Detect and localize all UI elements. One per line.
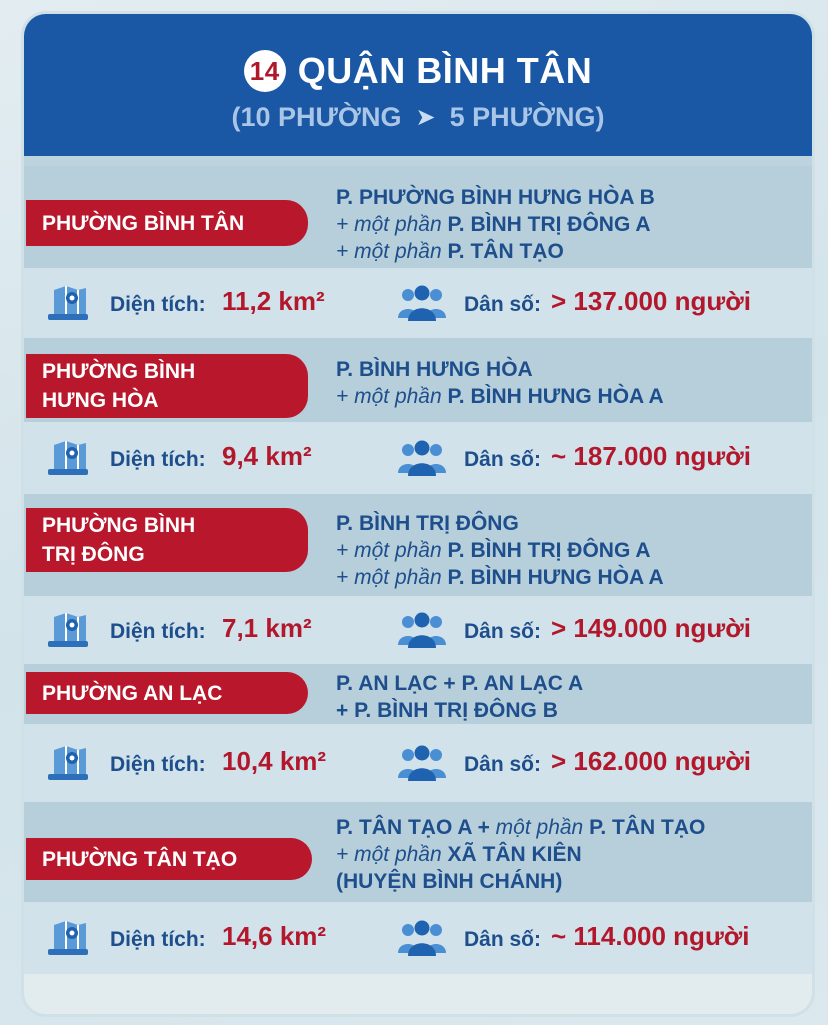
ward-name-line: HƯNG HÒA — [42, 389, 159, 412]
merge-line — [336, 238, 655, 265]
population-label: Dân số: — [464, 928, 542, 951]
area-value: 7,1 km² — [222, 613, 312, 643]
page-title — [24, 50, 812, 92]
map-icon — [48, 439, 88, 477]
ward-name-badge — [26, 672, 308, 714]
ward-name-line: PHƯỜNG BÌNH TÂN — [42, 211, 245, 235]
merge-text: P. BÌNH HƯNG HÒA A — [441, 385, 664, 408]
merge-prefix: + một phần — [336, 843, 442, 866]
merge-text: P. BÌNH HƯNG HÒA A — [441, 566, 664, 589]
merge-line — [336, 868, 705, 895]
area-label: Diện tích: — [110, 928, 206, 951]
people-icon — [398, 919, 446, 957]
merge-text: P. BÌNH HƯNG HÒA — [336, 358, 533, 381]
merge-prefix: + một phần — [336, 385, 442, 408]
area-value: 10,4 km² — [222, 746, 327, 776]
merge-text: P. BÌNH TRỊ ĐÔNG — [336, 512, 519, 535]
merge-line — [336, 510, 664, 537]
ward-stats-row — [24, 422, 812, 494]
merge-prefix: + một phần — [336, 213, 442, 236]
ward-name-line: TRỊ ĐÔNG — [42, 543, 145, 566]
merge-line — [336, 537, 664, 564]
merge-line — [336, 564, 664, 591]
merge-line — [336, 383, 664, 410]
merge-line — [336, 697, 583, 724]
area-label: Diện tích: — [110, 620, 206, 643]
area-label: Diện tích: — [110, 448, 206, 471]
ward-merge-description — [336, 670, 583, 724]
ward-name-line: PHƯỜNG TÂN TẠO — [42, 847, 238, 871]
merge-prefix: + một phần — [336, 566, 442, 589]
area-value: 14,6 km² — [222, 921, 327, 951]
map-icon — [48, 284, 88, 322]
subtitle-to: 5 PHƯỜNG) — [449, 102, 605, 132]
ward-name-line: PHƯỜNG BÌNH — [42, 360, 196, 383]
page-subtitle — [24, 102, 812, 133]
merge-line — [336, 814, 705, 841]
area-label: Diện tích: — [110, 753, 206, 776]
ward-row — [24, 166, 812, 268]
ward-name-badge — [26, 838, 312, 880]
ward-stats-row — [24, 268, 812, 338]
ward-name-badge — [26, 200, 308, 246]
merge-prefix: + một phần — [336, 539, 442, 562]
merge-text: P. TÂN TẠO — [583, 816, 706, 839]
merge-text: P. TÂN TẠO — [441, 240, 564, 263]
ward-name-badge — [26, 354, 308, 418]
ward-merge-description — [336, 510, 664, 591]
merge-text: P. BÌNH TRỊ ĐÔNG A — [441, 213, 651, 236]
people-icon — [398, 744, 446, 782]
people-icon — [398, 611, 446, 649]
merge-text: P. AN LẠC + P. AN LẠC A — [336, 672, 584, 695]
ward-stats-row — [24, 596, 812, 664]
merge-line — [336, 184, 655, 211]
ward-stats-row — [24, 724, 812, 802]
merge-text: XÃ TÂN KIÊN — [441, 843, 582, 866]
ward-row — [24, 664, 812, 724]
merge-prefix: một phần — [495, 816, 584, 839]
population-value: ~ 114.000 người — [551, 921, 750, 951]
merge-text: P. PHƯỜNG BÌNH HƯNG HÒA B — [336, 186, 655, 209]
card-footer — [24, 974, 812, 1014]
population-label: Dân số: — [464, 753, 542, 776]
ward-merge-description — [336, 814, 705, 895]
ward-row — [24, 494, 812, 596]
arrow-right-icon: ➤ — [415, 104, 436, 131]
area-value: 9,4 km² — [222, 441, 312, 471]
district-number-badge: 14 — [244, 50, 286, 92]
ward-name-line: PHƯỜNG BÌNH — [42, 514, 196, 537]
population-value: > 149.000 người — [551, 613, 751, 643]
merge-line — [336, 211, 655, 238]
map-icon — [48, 611, 88, 649]
merge-text: (HUYỆN BÌNH CHÁNH) — [336, 870, 563, 893]
merge-text: P. TÂN TẠO A + — [336, 816, 496, 839]
population-value: > 137.000 người — [551, 286, 751, 316]
ward-name-badge — [26, 508, 308, 572]
map-icon — [48, 744, 88, 782]
ward-merge-description — [336, 184, 655, 265]
merge-line — [336, 356, 664, 383]
merge-text: + P. BÌNH TRỊ ĐÔNG B — [336, 699, 558, 722]
people-icon — [398, 439, 446, 477]
ward-row — [24, 802, 812, 902]
district-title: QUẬN BÌNH TÂN — [297, 50, 593, 91]
area-value: 11,2 km² — [222, 286, 325, 316]
population-value: > 162.000 người — [551, 746, 751, 776]
population-label: Dân số: — [464, 620, 542, 643]
population-label: Dân số: — [464, 448, 542, 471]
merge-line — [336, 841, 705, 868]
merge-prefix: + một phần — [336, 240, 442, 263]
area-label: Diện tích: — [110, 293, 206, 316]
map-icon — [48, 919, 88, 957]
population-value: ~ 187.000 người — [551, 441, 751, 471]
card-header — [24, 14, 812, 156]
people-icon — [398, 284, 446, 322]
ward-merge-description — [336, 356, 664, 410]
subtitle-from: (10 PHƯỜNG — [231, 102, 402, 132]
ward-row — [24, 338, 812, 422]
district-card — [24, 14, 812, 1014]
merge-line — [336, 670, 583, 697]
ward-stats-row — [24, 902, 812, 974]
ward-name-line: PHƯỜNG AN LẠC — [42, 681, 223, 705]
population-label: Dân số: — [464, 293, 542, 316]
merge-text: P. BÌNH TRỊ ĐÔNG A — [441, 539, 651, 562]
